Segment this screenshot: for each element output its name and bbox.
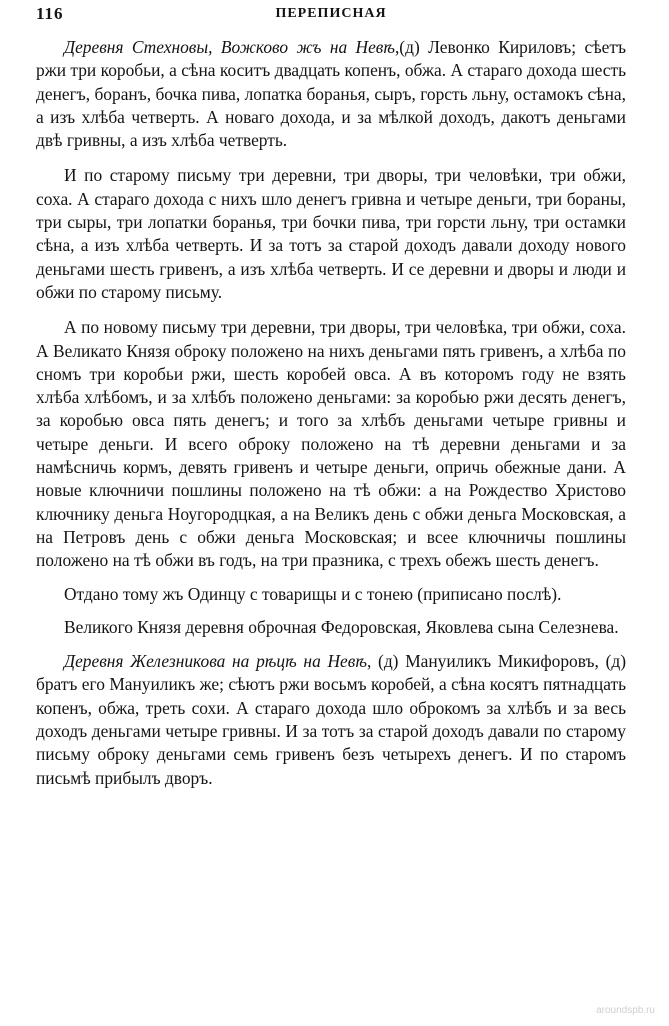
place-name-italic: Деревня Стехновы, Вожково жъ на Невѣ — [64, 37, 395, 57]
paragraph-text: ,(д) Левонко Кириловъ; сѣетъ ржи три коробьи, а сѣна коситъ двадцать копенъ, обжа. А стараго дохода шесть денегъ, боранъ, бочка пива, лопатка боранья, сыръ, горсть льну, остамокъ сѣна, а изъ хлѣба четверть. А новаго дохода, и за мѣлкой доходъ, дакотъ деньгами двѣ гривны, а изъ хлѣба четверть. — [36, 37, 626, 151]
paragraph-zheleznikova — [36, 650, 626, 790]
running-head: ПЕРЕПИСНАЯ — [275, 6, 387, 21]
paragraph-old-register — [36, 164, 626, 304]
paragraph-text: Великого Князя деревня оброчная Федоровская, Яковлева сына Селезнева. — [64, 616, 619, 637]
paragraph-text: , (д) Мануиликъ Микифоровъ, (д) братъ его Мануиликъ же; сѣютъ ржи восьмъ коробей, а сѣна косятъ пятнадцать копенъ, обжа, треть сохи. А стараго дохода шло оброкомъ за хлѣбъ и за весь доходъ деньгами четыре гривны. И за тотъ за старой доходъ давали по старому письму оброку деньгами семь гривенъ безъ четырехъ денегъ. И по старомъ письмѣ прибылъ дворъ. — [36, 651, 627, 788]
paragraph-text: А по новому письму три деревни, три дворы, три человѣка, три обжи, соха. А Великато Князя оброку положено на нихъ деньгами пять гривенъ, а хлѣба по сномъ три коробьи ржи, шесть коробей овса. А въ которомъ году не взять хлѣба хлѣбомъ, и за хлѣбъ положено деньгами: за коробью ржи десять денегъ, за коробью овса пять денегъ; и того за хлѣбъ деньгами четыре гривны и четыре деньги. И всего оброку положено на тѣ деревни деньгами и за намѣсничь кормъ, девять гривенъ и четыре деньги, опричь обежные дани. А новые ключничи пошлины положено на тѣ обжи: а на Рождество Христово ключнику деньга Ноугородцкая, а на Великъ день с обжи деньга Московская, а на Петровъ день с обжи деньга Московская; и всее ключничы пошлины положено на тѣ обжи въ годъ, на три празника, с трехъ обежъ шесть денегъ. — [36, 317, 626, 571]
paragraph-text: Отдано тому жъ Одинцу с товарищы и с тонею (приписано послѣ). — [64, 583, 562, 604]
watermark: aroundspb.ru — [596, 1005, 655, 1016]
paragraph-given-note — [36, 583, 626, 606]
place-name-italic: Деревня Железникова на рѣцѣ на Невѣ — [64, 651, 367, 672]
page-header — [36, 4, 626, 26]
paragraph-fedorovskaya — [36, 616, 626, 639]
body-text — [36, 36, 626, 800]
paragraph-text: И по старому письму три деревни, три дворы, три человѣки, три обжи, соха. А стараго дохода с нихъ шло денегъ гривна и четыре деньги, три бораны, три сыры, три лопатки боранья, три бочки пива, три горсти льну, три остамки сѣна, а изъ хлѣба четверть. И за тотъ за старой доходъ давали доходу нового деньгами шесть гривенъ, а изъ хлѣба четверть. И се деревни и дворы и люди и обжи по старому письму. — [36, 165, 626, 302]
paragraph-stekhnovy — [36, 36, 626, 152]
paragraph-new-register — [36, 316, 626, 572]
page-number: 116 — [36, 4, 64, 23]
